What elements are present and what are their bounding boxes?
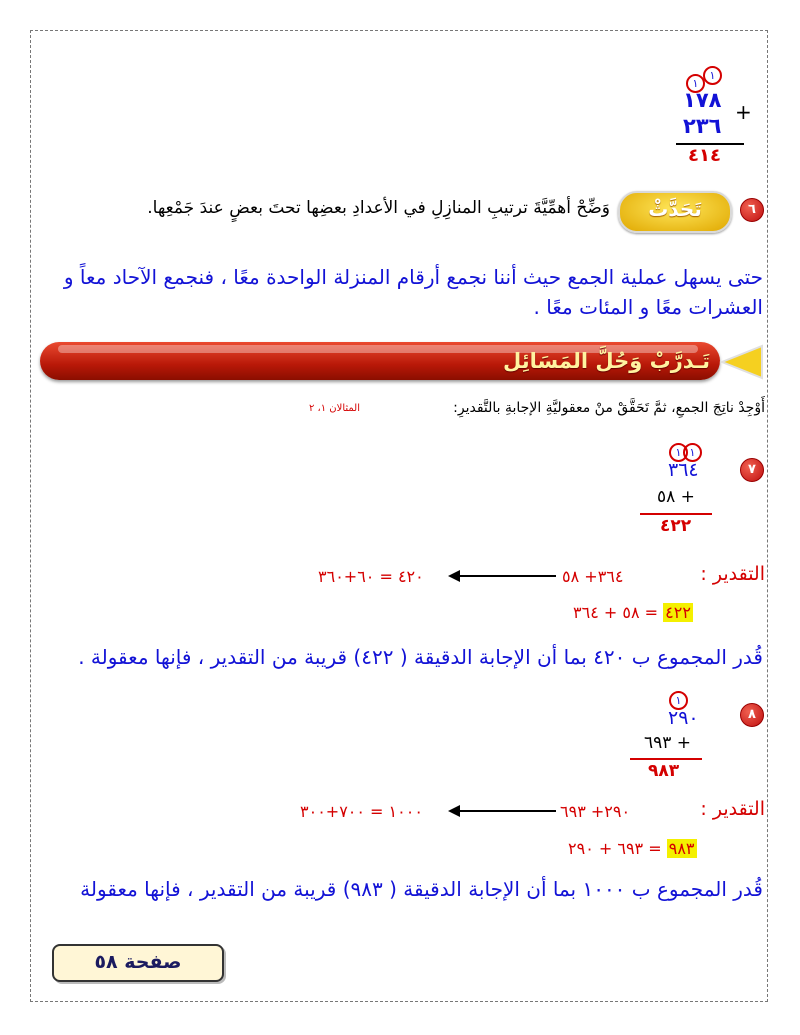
carry-circle: ١	[686, 74, 705, 93]
page-number-label: صفحة ٥٨	[94, 951, 182, 973]
sum-result: ٤١٤	[688, 145, 721, 166]
arrow-left-icon	[448, 804, 558, 818]
banner-arrow-icon	[716, 344, 764, 380]
estimate-label: التقدير :	[700, 798, 765, 820]
plus-sign: +	[735, 100, 752, 124]
exact-sum-expression: = ٦٩٣ + ٢٩٠	[568, 839, 662, 858]
talk-badge	[618, 191, 732, 233]
practice-instruction: أَوْجِدْ ناتِجَ الجمعِ، ثمَّ تَحَقَّقْ منْ معقوليَّةِ الإجابةِ بالتَّقديرِ:	[453, 400, 765, 416]
question-6-answer: حتى يسهل عملية الجمع حيث أننا نجمع أرقام المنزلة الواحدة معًا ، فنجمع الآحاد معاً و العشرات معًا و المئات معًا .	[63, 265, 763, 319]
exact-sum-line	[573, 603, 693, 622]
addend-row-1: ٢٩٠	[668, 707, 699, 729]
exact-sum-line	[568, 839, 697, 858]
carry-circle: ١	[683, 443, 702, 462]
estimate-expression: ٢٩٠+ ٦٩٣	[560, 802, 631, 821]
question-number-6: ٦	[740, 198, 764, 222]
question-number-7: ٧	[740, 458, 764, 482]
banner-title: تَـدرَّبْ وَحُلَّ المَسَائِل	[503, 349, 710, 373]
exact-sum-expression: = ٥٨ + ٣٦٤	[573, 603, 659, 622]
estimate-label: التقدير :	[700, 563, 765, 585]
exact-sum-highlight: ٤٢٢	[665, 603, 691, 622]
question-8-conclusion: قُدر المجموع ب ١٠٠٠ بما أن الإجابة الدقيقة ( ٩٨٣) قريبة من التقدير ، فإنها معقولة	[80, 877, 763, 901]
talk-badge-label: تَحَدَّثْ	[648, 197, 702, 221]
sum-result: ٤٢٢	[660, 516, 692, 536]
sum-result: ٩٨٣	[648, 761, 680, 781]
estimate-expression: ٣٦٤+ ٥٨	[562, 567, 624, 586]
arrow-left-icon	[448, 569, 558, 583]
exact-sum-highlight: ٩٨٣	[668, 839, 695, 858]
estimate-result: ٤٢٠ = ٦٠+٣٦٠	[318, 567, 424, 586]
addend-row-2: ٦٩٣ +	[644, 733, 692, 753]
page-number-box	[52, 944, 224, 982]
addend-row-2: ٥٨ +	[657, 487, 695, 507]
question-7-conclusion: قُدر المجموع ب ٤٢٠ بما أن الإجابة الدقيقة ( ٤٢٢) قريبة من التقدير ، فإنها معقولة .	[78, 645, 763, 669]
sum-rule	[640, 513, 712, 515]
estimate-result: ١٠٠٠ = ٧٠٠+٣٠٠	[300, 802, 423, 821]
carry-circle: ١	[703, 66, 722, 85]
addend-row-1: ٣٦٤	[668, 459, 699, 481]
sum-rule	[630, 758, 702, 760]
carry-circle: ١	[669, 443, 688, 462]
examples-reference: المثالان ١، ٢	[308, 403, 360, 414]
question-number-8: ٨	[740, 703, 764, 727]
addend-row-2: ٢٣٦	[683, 114, 722, 138]
question-6-text: وَضِّحْ أهمِّيَّةَ ترتيبِ المنازِلِ في الأعدادِ بعضِها تحتَ بعضٍ عندَ جَمْعِها.	[147, 198, 610, 218]
addend-row-1: ١٧٨	[683, 88, 722, 112]
carry-circle: ١	[669, 691, 688, 710]
